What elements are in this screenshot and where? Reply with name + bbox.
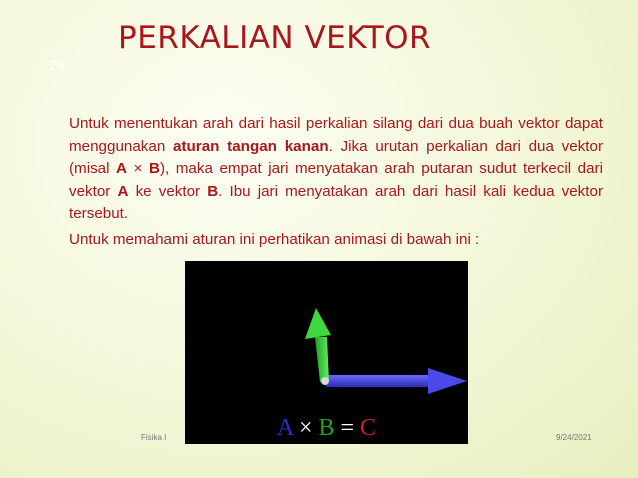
- cross-product-animation[interactable]: [185, 261, 468, 444]
- slide-title: PERKALIAN VEKTOR: [118, 20, 432, 56]
- footer-course: Fisika I: [141, 433, 167, 442]
- text-run: Untuk menentukan arah dari hasil perkalian silang dari dua buah vektor dapat menggunakan: [69, 115, 603, 155]
- text-bold-rule: aturan tangan kanan: [173, 137, 329, 155]
- text-run: ke vektor: [128, 182, 208, 200]
- formula-b: B: [318, 415, 335, 441]
- origin-point: [321, 377, 329, 385]
- formula-equals: =: [334, 415, 361, 441]
- paragraph-instruction: Untuk memahami aturan ini perhatikan animasi di bawah ini :: [69, 231, 480, 248]
- slide-number: 24: [49, 57, 66, 74]
- vector-b-label: B: [207, 182, 219, 200]
- vector-a-arrow: [305, 308, 331, 382]
- cross-product-formula: [185, 415, 468, 442]
- vector-a-label: A: [117, 182, 129, 200]
- vector-b-label: B: [148, 160, 160, 177]
- formula-a: A: [276, 415, 293, 441]
- vector-b-arrow: [326, 368, 467, 394]
- footer-date: 9/24/2021: [556, 433, 592, 442]
- cross-symbol: ×: [127, 160, 149, 177]
- text-run: . Ibu jari menyatakan arah dari hasil kali kedua vektor tersebut.: [69, 182, 604, 222]
- formula-c: C: [360, 415, 377, 441]
- paragraph-explanation: [69, 113, 603, 226]
- text-run: . Jika urutan perkalian dari dua vektor (misal: [69, 137, 604, 177]
- formula-times: ×: [292, 415, 319, 441]
- vector-a-label: A: [116, 160, 128, 177]
- text-run: ), maka empat jari menyatakan arah putaran sudut terkecil dari vektor: [69, 160, 603, 200]
